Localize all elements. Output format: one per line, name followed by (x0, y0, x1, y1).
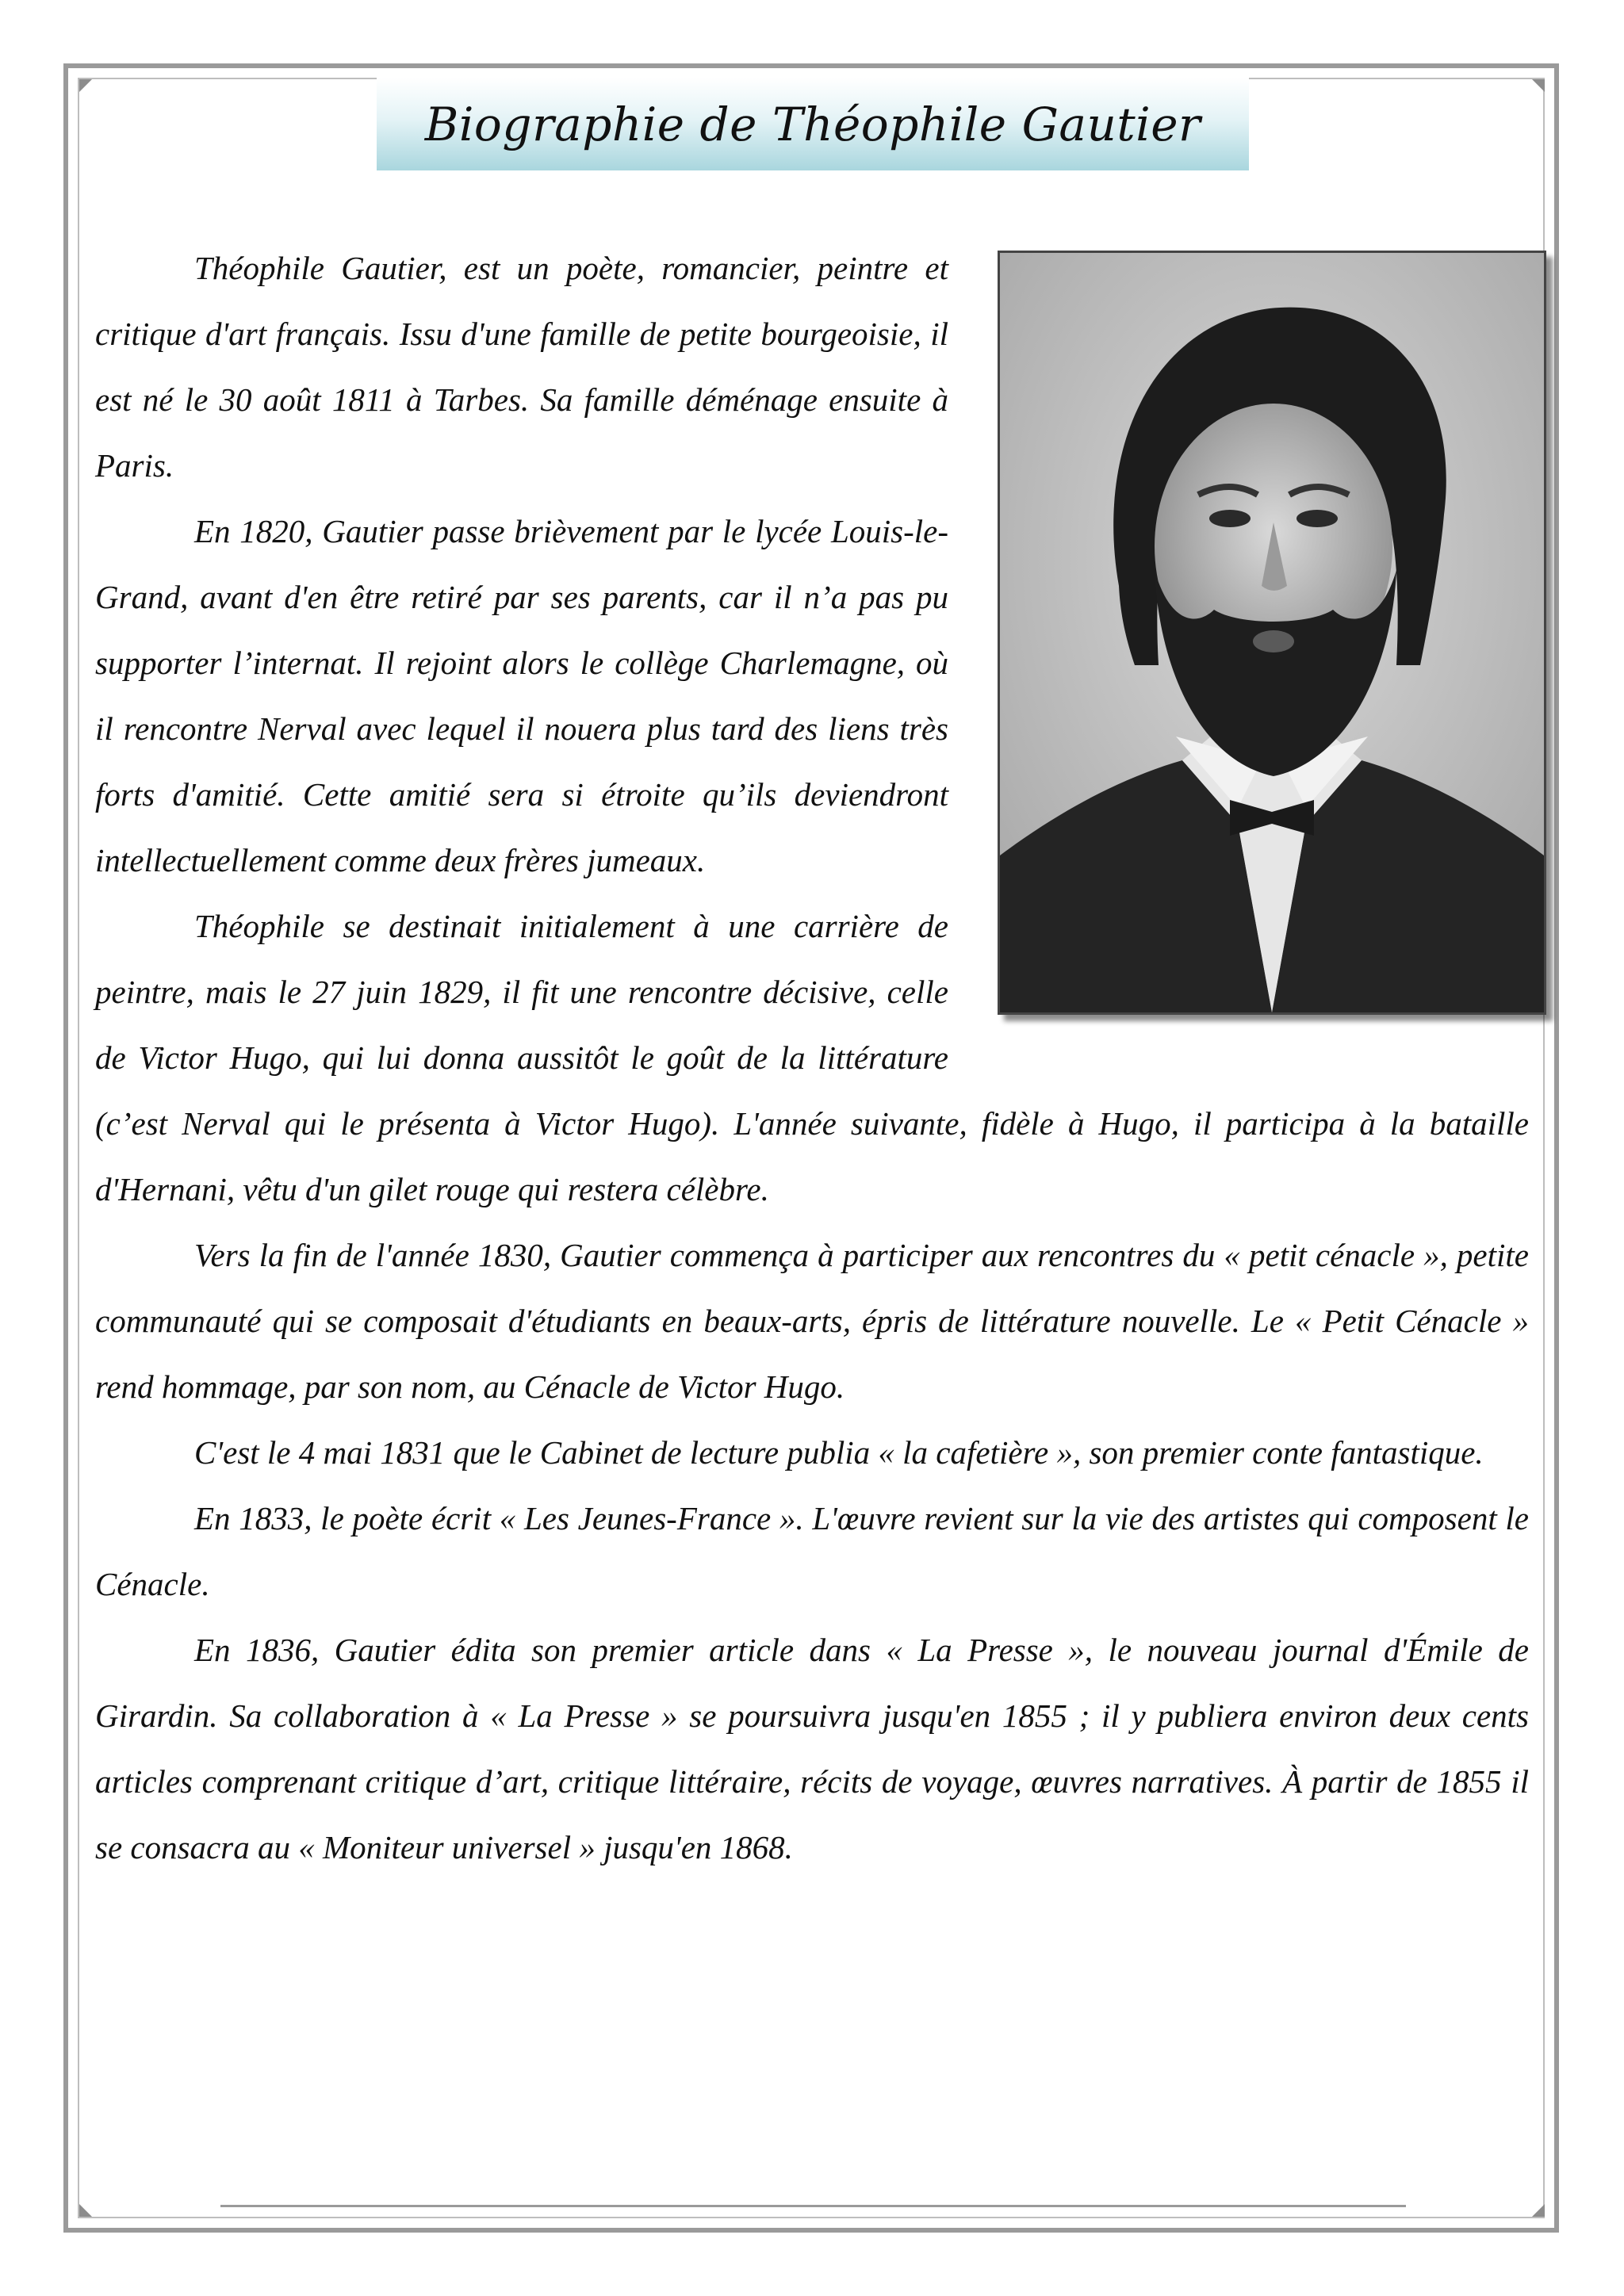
paragraph-5: C'est le 4 mai 1831 que le Cabinet de lecture publia « la cafetière », son premier conte fantastique. (194, 1434, 1484, 1471)
paragraph-6: En 1833, le poète écrit « Les Jeunes-France ». L'œuvre revient sur la vie des artistes qui composent le Cénacle. (95, 1500, 1529, 1602)
footer-rule (220, 2205, 1406, 2207)
corner-ornament-bottom-right (1532, 2204, 1545, 2217)
paragraph-4: Vers la fin de l'année 1830, Gautier commença à participer aux rencontres du « petit cénacle », petite communauté qui se composait d'étudiants en beaux-arts, épris de littérature nouvelle. Le « Petit Cénacle » rend hommage, par son nom, au Cénacle de Victor Hugo. (95, 1237, 1529, 1405)
title-banner (377, 78, 1249, 170)
corner-ornament-bottom-left (79, 2204, 92, 2217)
portrait-spacer (948, 235, 1529, 1028)
corner-ornament-top-left (79, 79, 92, 92)
corner-ornament-top-right (1532, 79, 1545, 92)
paragraph-7: En 1836, Gautier édita son premier article dans « La Presse », le nouveau journal d'Émile de Girardin. Sa collaboration à « La Presse » se poursuivra jusqu'en 1855 ; il y publiera environ deux cents articles comprenant critique d’art, critique littéraire, récits de voyage, œuvres narratives. À partir de 1855 il se consacra au « Moniteur universel » jusqu'en 1868. (95, 1632, 1529, 1866)
biography-text (95, 235, 1529, 1881)
paragraph-1: Théophile Gautier, est un poète, romancier, peintre et critique d'art français. Issu d'une famille de petite bourgeoisie, il est né le 30 août 1811 à Tarbes. Sa famille déménage ensuite à Paris. (95, 250, 948, 484)
page-title: Biographie de Théophile Gautier (424, 97, 1201, 151)
paragraph-2: En 1820, Gautier passe brièvement par le lycée Louis-le-Grand, avant d'en être retiré par ses parents, car il n’a pas pu supporter l’internat. Il rejoint alors le collège Charlemagne, où il rencontre Nerval avec lequel il nouera plus tard des liens très forts d'amitié. Cette amitié sera si étroite qu’ils deviendront intellectuellement comme deux frères jumeaux. (95, 513, 948, 878)
paragraph-3: Théophile se destinait initialement à une carrière de peintre, mais le 27 juin 1829, il fit une rencontre décisive, celle de Victor Hugo, qui lui donna aussitôt le goût de la littérature (c’est Nerval qui le présenta à Victor Hugo). L'année suivante, fidèle à Hugo, il participa à la bataille d'Hernani, vêtu d'un gilet rouge qui restera célèbre. (95, 908, 1529, 1207)
